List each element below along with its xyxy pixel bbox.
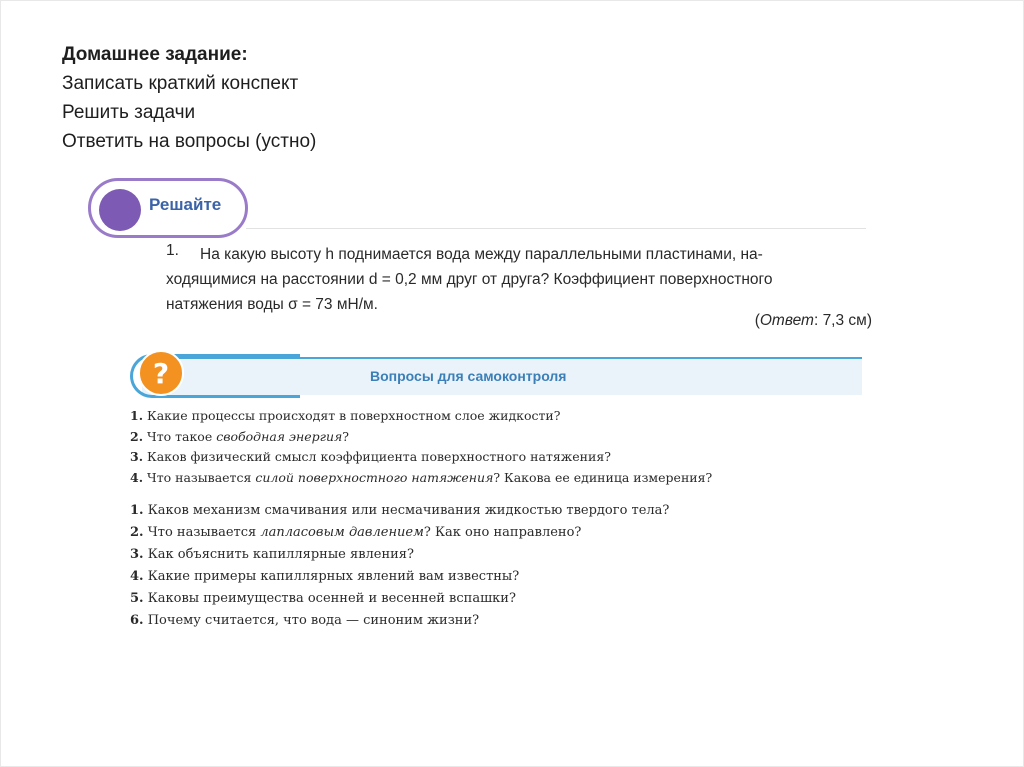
question-item xyxy=(130,500,870,522)
solve-badge xyxy=(88,178,248,238)
question-item xyxy=(130,427,870,448)
question-item xyxy=(130,588,870,610)
question-text: Каковы преимущества осенней и весенней вспашки? xyxy=(143,591,516,606)
question-number: 1. xyxy=(130,503,144,518)
question-emphasis: свободная энергия xyxy=(216,428,343,444)
problem-line: На какую высоту h поднимается вода между параллельными пластинами, на- xyxy=(200,246,763,263)
answer-label: Ответ xyxy=(759,312,814,329)
solve-label: Решайте xyxy=(149,195,222,214)
question-text: Что называется xyxy=(143,469,256,485)
problem-number: 1. xyxy=(166,242,179,259)
homework-section xyxy=(62,40,316,156)
question-item xyxy=(130,544,870,566)
question-number: 2. xyxy=(130,428,144,444)
question-number: 4. xyxy=(130,469,144,485)
question-number: 6. xyxy=(130,613,144,628)
question-text: ? xyxy=(342,428,349,444)
question-text: Какие примеры капиллярных явлений вам известны? xyxy=(143,569,520,584)
problem-answer xyxy=(755,312,872,330)
question-text: ? Как оно направлено? xyxy=(423,525,582,540)
question-number: 4. xyxy=(130,569,144,584)
question-item xyxy=(130,522,870,544)
question-text: Каков физический смысл коэффициента поверхностного натяжения? xyxy=(143,449,611,464)
homework-title: Домашнее задание: xyxy=(62,44,248,65)
question-item xyxy=(130,447,870,468)
question-item xyxy=(130,566,870,588)
question-number: 3. xyxy=(130,449,144,464)
question-item xyxy=(130,610,870,632)
question-number: 3. xyxy=(130,547,144,562)
divider xyxy=(246,228,866,229)
problem-line: ходящимися на расстоянии d = 0,2 мм друг от друга? Коэффициент поверхностного xyxy=(166,271,773,288)
questions-title: Вопросы для самоконтроля xyxy=(370,368,567,384)
question-emphasis: силой поверхностного натяжения xyxy=(255,469,494,485)
question-text: ? Какова ее единица измерения? xyxy=(493,469,713,485)
homework-item: Решить задачи xyxy=(62,102,196,123)
problem-text xyxy=(166,242,890,317)
problem-line: натяжения воды σ = 73 мН/м. xyxy=(166,296,378,313)
solve-circle-icon xyxy=(99,189,141,231)
question-item xyxy=(130,468,870,489)
answer-value: : 7,3 см) xyxy=(813,312,872,329)
question-text: Почему считается, что вода — синоним жизни? xyxy=(143,613,480,628)
questions-list-1 xyxy=(130,406,870,488)
question-text: Что такое xyxy=(143,428,217,444)
homework-item: Ответить на вопросы (устно) xyxy=(62,131,317,152)
question-number: 1. xyxy=(130,408,144,423)
question-text: Что называется xyxy=(143,525,261,540)
question-emphasis: лапласовым давлением xyxy=(260,525,424,540)
question-icon: ? xyxy=(138,350,184,396)
homework-item: Записать краткий конспект xyxy=(62,73,299,94)
solve-block xyxy=(88,172,888,342)
question-number: 5. xyxy=(130,591,144,606)
question-text: Какие процессы происходят в поверхностном слое жидкости? xyxy=(143,408,561,423)
question-item xyxy=(130,406,870,427)
questions-list-2 xyxy=(130,500,870,632)
question-text: Как объяснить капиллярные явления? xyxy=(143,547,414,562)
question-text: Каков механизм смачивания или несмачивания жидкостью твердого тела? xyxy=(143,503,670,518)
question-number: 2. xyxy=(130,525,144,540)
answer-open: ( xyxy=(754,312,760,329)
